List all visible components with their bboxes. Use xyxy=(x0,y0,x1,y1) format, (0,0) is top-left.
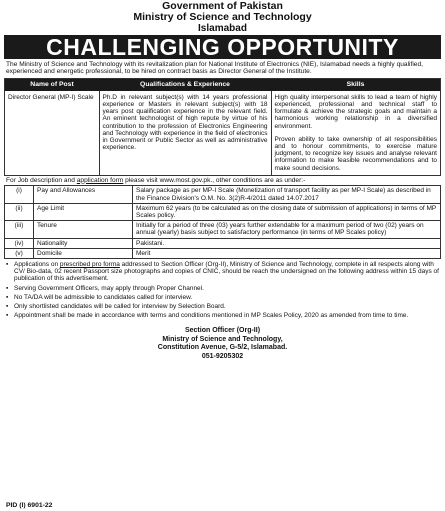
condition-text: Salary package as per MP-I Scale (Monetization of transport facility as per MP-I Scale) as described in the Finance Division's O.M. No. 3(2)R-4/2011 dated 14.07.2017 xyxy=(133,186,441,203)
prescribed-pro-forma-link[interactable]: prescribed pro forma xyxy=(59,261,120,269)
col-header-qualifications: Qualifications & Experience xyxy=(99,78,271,91)
list-item xyxy=(6,261,439,283)
contact-phone: 051-9205302 xyxy=(201,352,244,360)
contact-ministry: Ministry of Science and Technology, xyxy=(162,335,283,343)
table-row xyxy=(5,203,441,220)
post-table xyxy=(4,78,441,176)
condition-name: Domicile xyxy=(34,248,133,258)
condition-name: Age Limit xyxy=(34,203,133,220)
condition-text: Pakistani. xyxy=(133,238,441,248)
condition-number: (i) xyxy=(5,186,34,203)
condition-text: Initially for a period of three (03) years further extendable for a maximum period of two (02) years on annual (yearly) basis subject to satisfactory performance (in terms of MP Scales policy) xyxy=(133,221,441,238)
header xyxy=(4,1,441,34)
condition-text: Merit xyxy=(133,248,441,258)
col-header-skills: Skills xyxy=(271,78,441,91)
conditions-intro-text-2: please visit www.most.gov.pk., other conditions are as under:- xyxy=(123,176,306,184)
condition-text: Maximum 62 years (to be calculated as on the closing date of submission of applications) in terms of MP Scales policy. xyxy=(133,203,441,220)
pid-number: PID (I) 6901-22 xyxy=(6,502,53,509)
skills-paragraph-1: High quality interpersonal skills to lead a team of highly experienced, professional and technical staff to formulate & achieve the strategic goals and maintain a harmonious working relationship in a diversified environment. xyxy=(274,93,437,130)
note-text: addressed to Section Officer (Org-II), Ministry of Science and Technology, complete in all respects along with CV/ Bio-data, 02 recent Passport size photographs and copies of CNIC, should be reach the undersigned on the following address within 15 days of publication of this advertisement. xyxy=(14,261,439,283)
contact-block xyxy=(4,327,441,361)
conditions-intro xyxy=(6,177,439,185)
list-item: ▪ Serving Government Officers, may apply through Proper Channel. xyxy=(6,285,439,292)
intro-paragraph: The Ministry of Science and Technology with its revitalization plan for National Institute of Electronics (NIE), Islamabad needs a highly qualified, experienced and energetic professional, to be hired on contract basis as Director General of the Institute. xyxy=(6,61,423,76)
table-row xyxy=(5,186,441,203)
condition-number: (iii) xyxy=(5,221,34,238)
skills-paragraph-2: Proven ability to take ownership of all responsibilities and to honour commitments, to exercise mature judgment, to recognize key issues and analyse relevant information to make feasible recommendations and to make sound decisions. xyxy=(274,135,437,172)
table-row xyxy=(5,248,441,258)
table-row xyxy=(5,221,441,238)
post-skills xyxy=(271,91,441,176)
notes-list xyxy=(6,261,439,319)
contact-address: Constitution Avenue, G-5/2, Islamabad. xyxy=(157,344,288,352)
banner-title: CHALLENGING OPPORTUNITY xyxy=(4,35,441,59)
contact-officer: Section Officer (Org-II) xyxy=(184,327,261,335)
post-name: Director General (MP-I) Scale xyxy=(5,91,100,176)
note-text: Applications on xyxy=(14,261,60,269)
condition-name: Nationality xyxy=(34,238,133,248)
table-row xyxy=(5,238,441,248)
condition-name: Pay and Allowances xyxy=(34,186,133,203)
condition-number: (iv) xyxy=(5,238,34,248)
list-item: ▪ No TA/DA will be admissible to candidates called for interview. xyxy=(6,294,439,301)
application-form-link[interactable]: application form xyxy=(76,176,124,184)
list-item: ▪ Appointment shall be made in accordance with terms and conditions mentioned in MP Scales Policy, 2020 as amended from time to time. xyxy=(6,312,439,319)
conditions-intro-text: For Job description and xyxy=(6,176,77,184)
col-header-post: Name of Post xyxy=(5,78,100,91)
table-row xyxy=(5,91,441,176)
condition-number: (v) xyxy=(5,248,34,258)
condition-name: Tenure xyxy=(34,221,133,238)
post-qualifications: Ph.D in relevant subject(s) with 14 years professional experience or Masters in relevant subject(s) with 18 years post qualification experience in the relevant field. An eminent technologist of high repute by virtue of his contribution to the profession of Electronics Engineering and Technology with experience in the field of electronics in Government or Public Sector as well as administrative experience. xyxy=(99,91,271,176)
header-government: Government of Pakistan xyxy=(162,0,283,12)
condition-number: (ii) xyxy=(5,203,34,220)
list-item: ▪ Only shortlisted candidates will be called for interview by Selection Board. xyxy=(6,303,439,310)
header-city: Islamabad xyxy=(198,23,247,34)
conditions-table xyxy=(4,185,441,259)
header-ministry: Ministry of Science and Technology xyxy=(133,11,312,23)
